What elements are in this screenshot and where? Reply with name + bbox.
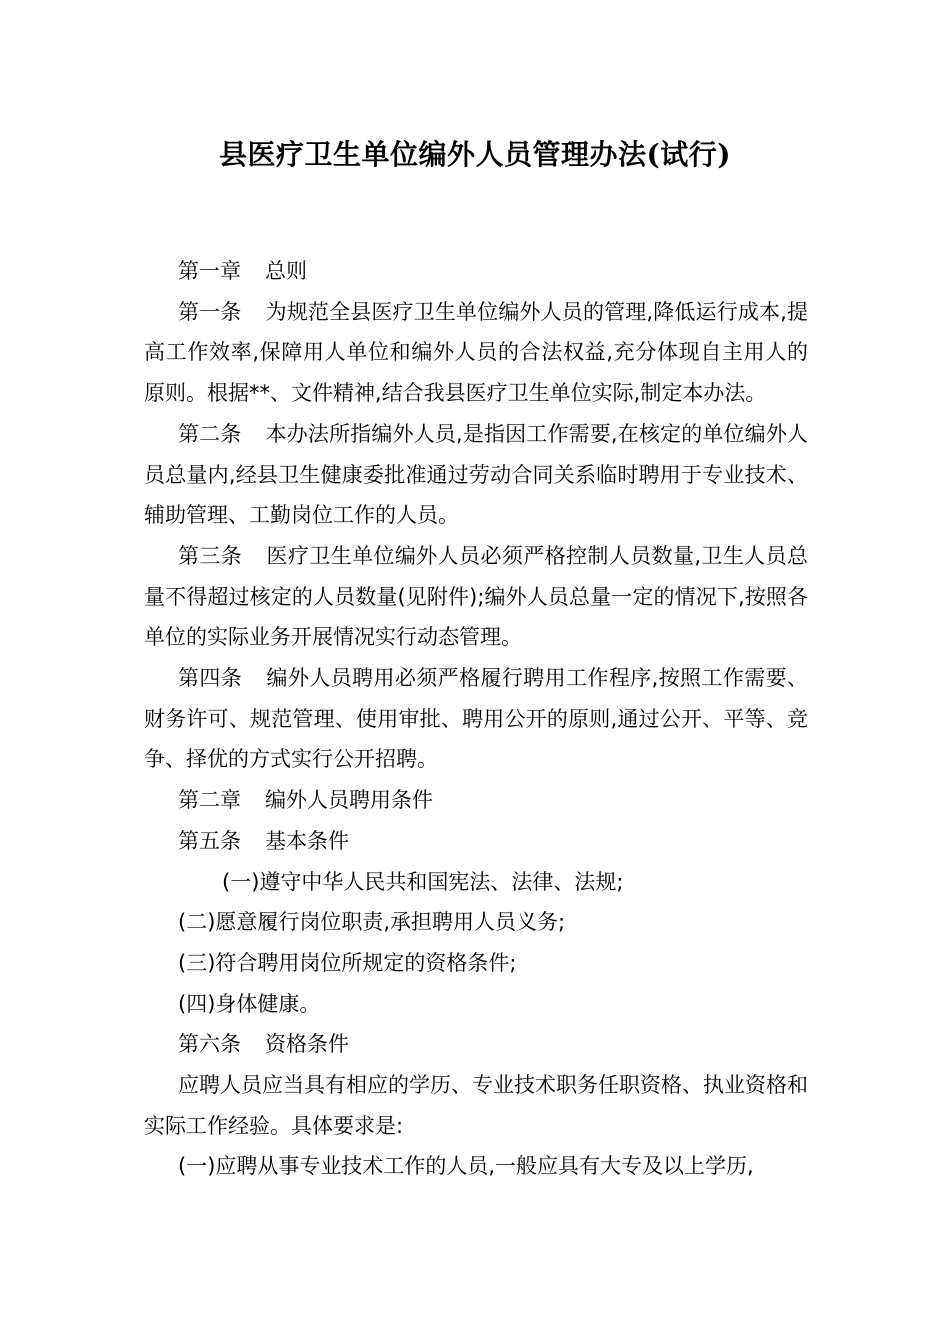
qualification-intro [144,1065,808,1146]
document-body [144,251,808,1187]
paragraph-label: 第一条 [178,299,242,324]
paragraph-text: 本办法所指编外人员,是指因工作需要,在核定的单位编外人员总量内,经县卫生健康委批准通过劳动合同关系临时聘用于专业技术、辅助管理、工勤岗位工作的人员。 [144,421,808,528]
chapter-heading-1 [144,251,808,292]
paragraph-text: 编外人员聘用条件 [265,788,433,813]
paragraph-text: 医疗卫生单位编外人员必须严格控制人员数量,卫生人员总量不得超过核定的人员数量(见附件);编外人员总量一定的情况下,按照各单位的实际业务开展情况实行动态管理。 [144,543,808,650]
paragraph-text: (三)符合聘用岗位所规定的资格条件; [178,950,517,975]
article-3 [144,536,808,658]
paragraph-text: (一)应聘从事专业技术工作的人员,一般应具有大专及以上学历, [178,1154,754,1179]
paragraph-label: 第一章 [178,259,241,283]
article-2 [144,414,808,536]
paragraph-text: 总则 [265,259,307,283]
article-4 [144,658,808,780]
paragraph-label: 第二章 [178,788,241,813]
paragraph-text: 编外人员聘用必须严格履行聘用工作程序,按照工作需要、财务许可、规范管理、使用审批、聘用公开的原则,通过公开、平等、竞争、择优的方式实行公开招聘。 [144,666,808,772]
condition-item-4 [144,984,808,1025]
paragraph-text: 应聘人员应当具有相应的学历、专业技术职务任职资格、执业资格和实际工作经验。具体要求是: [144,1073,808,1138]
document-title: 县医疗卫生单位编外人员管理办法(试行) [219,138,731,171]
article-1 [144,292,808,414]
condition-item-3 [144,943,808,984]
paragraph-text: (一)遵守中华人民共和国宪法、法律、法规; [222,869,624,894]
paragraph-text: (二)愿意履行岗位职责,承担聘用人员义务; [178,910,566,935]
condition-item-2 [144,902,808,943]
paragraph-label: 第四条 [178,666,243,691]
paragraph-label: 第三条 [178,543,243,568]
paragraph-text: 为规范全县医疗卫生单位编外人员的管理,降低运行成本,提高工作效率,保障用人单位和编外人员的合法权益,充分体现自主用人的原则。根据**、文件精神,结合我县医疗卫生单位实际,制定本办法。 [144,299,808,406]
chapter-heading-2 [144,780,808,821]
paragraph-label: 第五条 [178,828,241,853]
paragraph-label: 第六条 [178,1032,241,1057]
paragraph-text: (四)身体健康。 [178,991,321,1016]
paragraph-label: 第二条 [178,421,242,446]
article-5 [144,821,808,862]
qualification-item-1 [144,1146,808,1187]
paragraph-text: 基本条件 [265,828,349,853]
paragraph-text: 资格条件 [265,1032,349,1057]
condition-item-1 [144,862,808,903]
article-6 [144,1024,808,1065]
